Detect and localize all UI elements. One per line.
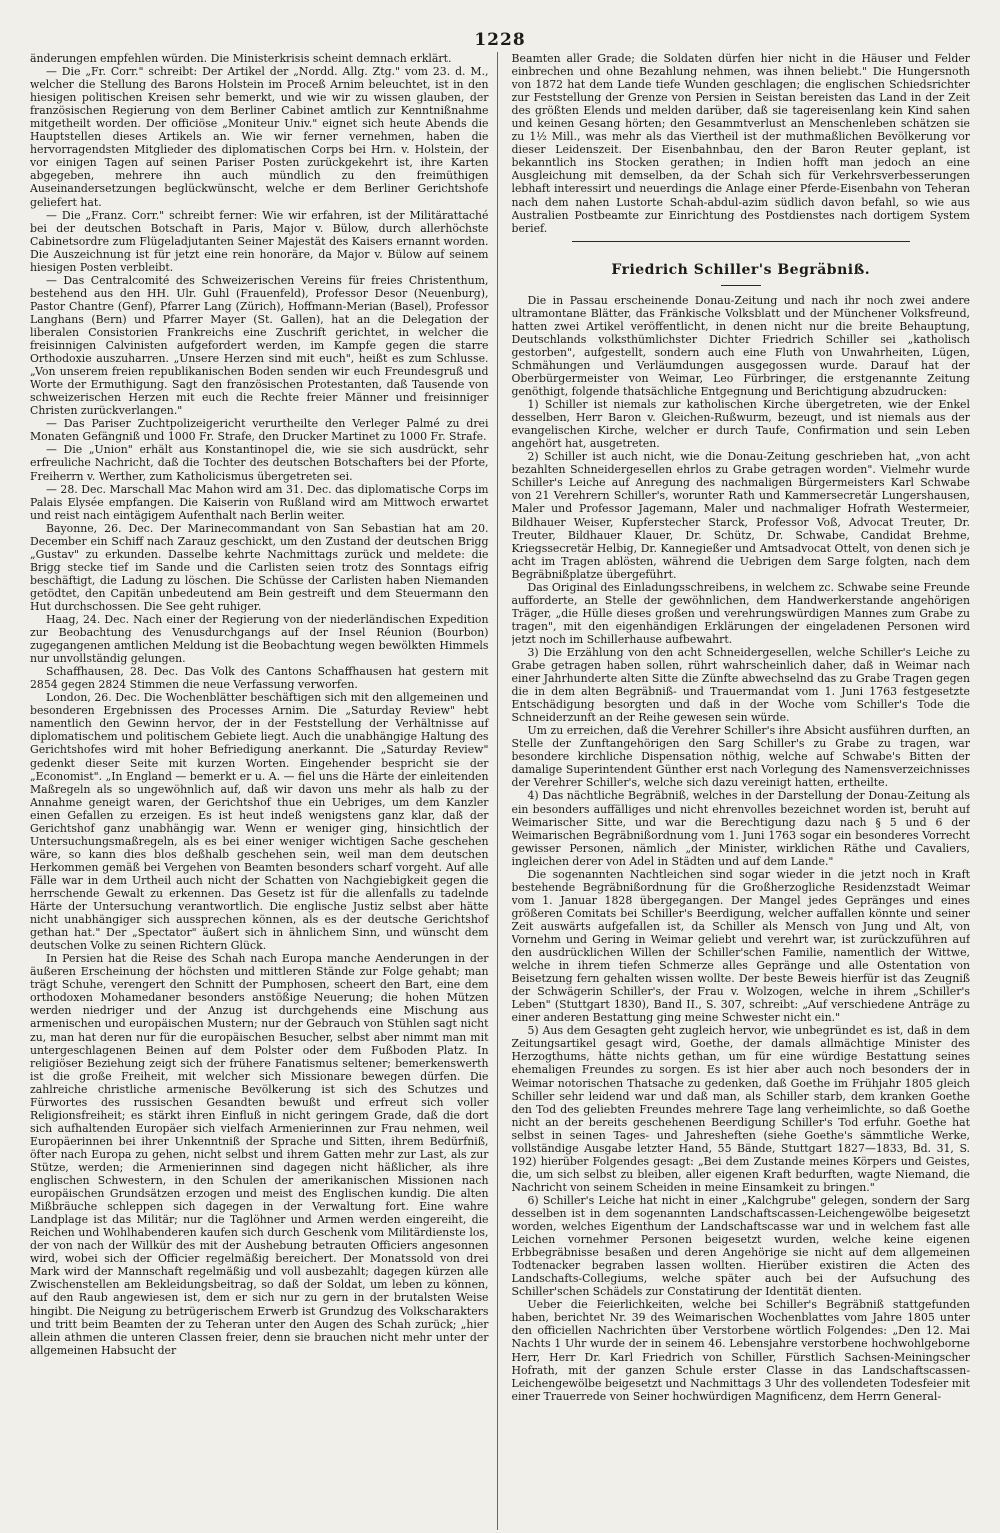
paragraph: Die in Passau erscheinende Donau-Zeitung und nach ihr noch zwei andere ultramontane Blätter, das Fränkische Volksblatt und der Münchener Volksfreund, hatten zwei Artikel veröffentlicht, in denen nicht nur die breite Behauptung, Deutschlands volksthümlichster Dichter Friedrich Schiller sei „katholisch gestorben", aufgestellt, sondern auch eine Fluth von Unwahrheiten, Lügen, Schmähungen und Verläumdungen ausgegossen wurde. Darauf hat der Oberbürgermeister von Weimar, Leo Fürbringer, die erstgenannte Zeitung genöthigt, folgende thatsächliche Entgegnung und Berichtigung abzudrucken: — [511, 293, 970, 399]
paragraph: 2) Schiller ist auch nicht, wie die Donau-Zeitung geschrieben hat, „von acht bezahlten Schneidergesellen ehrlos zu Grabe getragen worden". Vielmehr wurde Schiller's Leiche auf Anregung des nachmaligen Bürgermeisters Karl Schwabe von 21 Verehrern Schiller's, worunter Rath und Kammersecretär Lungershausen, Maler und Professor Jagemann, Maler und nachmaliger Hofrath Westermeier, Bildhauer Weiser, Kupferstecher Starck, Professor Voß, Advocat Treuter, Dr. Treuter, Bildhauer Klauer, Dr. Schütz, Dr. Schwabe, Candidat Brehme, Kriegssecretär Helbig, Dr. Kannegießer und Amtsadvocat Ottelt, von denen sich je acht im Tragen ablösten, während die Uebrigen dem Sarge folgten, nach dem Begräbnißplatze übergeführt. — [511, 450, 970, 581]
paragraph: — 28. Dec. Marschall Mac Mahon wird am 31. Dec. das diplomatische Corps im Palais Elysée empfangen. Die Kaiserin von Rußland wird am Mittwoch erwartet und reist nach eintägigem Aufenthalt nach Berlin weiter. — [30, 482, 489, 522]
heading-divider — [721, 285, 761, 286]
paragraph: 5) Aus dem Gesagten geht zugleich hervor, wie unbegründet es ist, daß in dem Zeitungsartikel gesagt wird, Goethe, der damals allmächtige Minister des Herzogthums, hätte nichts gethan, um für eine würdige Bestattung seines ehemaligen Freundes zu sorgen. Es ist hier aber auch noch besonders der in Weimar notorischen Thatsache zu gedenken, daß Goethe im Frühjahr 1805 gleich Schiller sehr leidend war und daß man, als Schiller starb, dem kranken Goethe den Tod des geliebten Freundes mehrere Tage lang verheimlichte, so daß Goethe nicht an der bereits geschehenen Beerdigung Schiller's Tod erfuhr. Goethe hat selbst in seinen Tages- und Jahresheften (siehe Goethe's sämmtliche Werke, vollständige Ausgabe letzter Hand, 55 Bände, Stuttgart 1827—1833, Bd. 31, S. 192) hierüber Folgendes gesagt: „Bei dem Zustande meines Körpers und Geistes, die, um sich selbst zu bleiben, aller eigenen Kraft bedurften, wagte Niemand, die Nachricht von seinem Scheiden in meine Einsamkeit zu bringen." — [511, 1024, 970, 1194]
paragraph: — Das Centralcomité des Schweizerischen Vereins für freies Christenthum, bestehend aus den HH. Ulr. Guhl (Frauenfeld), Professor Desor (Neuenburg), Pastor Chantre (Genf), Pfarrer Lang (Zürich), Hoffmann-Merian (Basel), Professor Langhans (Bern) und Pfarrer Mayer (St. Gallen), hat an die Delegation der liberalen Consistorien Frankreichs eine Zuschrift gerichtet, in welcher die freisinnigen Calvinisten aufgefordert werden, im Kampfe gegen die starre Orthodoxie auszuharren. „Unsere Herzen sind mit euch", heißt es zum Schlusse. „Von unserem freien republikanischen Boden senden wir euch Freundesgruß und Worte der Ermuthigung. Sagt den französischen Protestanten, daß Tausende von schweizerischen Herzen mit euch die Rechte freier Männer und freisinniger Christen zurückverlangen." — [30, 273, 489, 418]
paragraph: Das Original des Einladungsschreibens, in welchem zc. Schwabe seine Freunde aufforderte, an Stelle der gewöhnlichen, dem Handwerkerstande angehörigen Träger, „die Hülle dieses großen und verehrungswürdigen Mannes zum Grabe zu tragen", mit den eigenhändigen Erklärungen der eingeladenen Personen wird jetzt noch im Schillerhause aufbewahrt. — [511, 580, 970, 646]
persia-continuation — [512, 52, 971, 235]
left-column — [30, 52, 498, 1530]
section-divider — [572, 241, 911, 242]
paragraph: Ueber die Feierlichkeiten, welche bei Schiller's Begräbniß stattgefunden haben, berichtet Nr. 39 des Weimarischen Wochenblattes vom Jahre 1805 unter den officiellen Nachrichten über Verstorbene wörtlich Folgendes: „Den 12. Mai Nachts 1 Uhr wurde der in seinem 46. Lebensjahre verstorbene hochwohlgeborne Herr, Herr Dr. Karl Friedrich von Schiller, Fürstlich Sachsen-Meiningscher Hofrath, mit der ganzen Schule erster Classe in das Landschaftscassen-Leichengewölbe beigesetzt und Nachmittags 3 Uhr des vollendeten Todesfeier mit einer Trauerrede von Seiner hochwürdigen Magnificenz, dem Herrn General- — [511, 1298, 970, 1403]
paragraph: Bayonne, 26. Dec. Der Marinecommandant von San Sebastian hat am 20. December ein Schiff nach Zarauz geschickt, um den Zustand der deutschen Brigg „Gustav" zu erkunden. Dasselbe kehrte Nachmittags zurück und meldete: die Brigg stecke tief im Sande und die Carlisten seien trotz des Sonntags eifrig beschäftigt, die Ladung zu löschen. Die Schüsse der Carlisten haben Niemanden getödtet, den Capitän unbedeutend am Bein gestreift und dem Steuermann den Hut durchschossen. Die See geht ruhiger. — [30, 521, 489, 613]
paragraph: Beamten aller Grade; die Soldaten dürfen hier nicht in die Häuser und Felder einbrechen und ohne Bezahlung nehmen, was ihnen beliebt." Die Hungersnoth von 1872 hat dem Lande tiefe Wunden geschlagen; die englischen Schiedsrichter zur Feststellung der Grenze von Persien in Seistan bereisten das Land in der Zeit des größten Elends und melden darüber, daß sie tagereisenlang kein Kind sahen und keinen Gesang hörten; den Gesammtverlust an Menschenleben schätzen sie zu 1½ Mill., was mehr als das Viertheil ist der muthmaßlichen Bevölkerung vor dieser Leidenszeit. Der Eisenbahnbau, den der Baron Reuter geplant, ist bekanntlich ins Stocken gerathen; in Indien hofft man jedoch an eine Ausgleichung mit demselben, da der Schah sich für Verkehrsverbesserungen lebhaft interessirt und neuerdings die Anlage einer Pferde-Eisenbahn von Teheran nach dem nahen Lustorte Schah-abdul-azim südlich davon befahl, so wie aus Australien Postbeamte zur Einrichtung des Postdienstes nach dortigem System berief. — [511, 52, 970, 235]
paragraph: — Das Pariser Zuchtpolizeigericht verurtheilte den Verleger Palmé zu drei Monaten Gefängniß und 1000 Fr. Strafe, den Drucker Martinet zu 1000 Fr. Strafe. — [30, 417, 489, 444]
article-heading: Friedrich Schiller's Begräbniß. — [611, 261, 871, 278]
columns — [30, 52, 970, 1530]
right-column — [512, 52, 971, 1530]
paragraph: — Die „Franz. Corr." schreibt ferner: Wie wir erfahren, ist der Militärattaché bei der deutschen Botschaft in Paris, Major v. Bülow, durch allerhöchste Cabinetsordre zum Flügeladjutanten Seiner Majestät des Kaisers ernannt worden. Die Auszeichnung ist für jetzt eine rein honoräre, da Major v. Bülow auf seinem hiesigen Posten verbleibt. — [30, 208, 489, 274]
schiller-article — [512, 294, 971, 1403]
paragraph: Um zu erreichen, daß die Verehrer Schiller's ihre Absicht ausführen durften, an Stelle der Zunftangehörigen den Sarg Schiller's zu Grabe zu tragen, war besondere kirchliche Dispensation nöthig, welche auf Schwabe's Bitten der damalige Superintendent Günther erst nach Vorlegung des Namensverzeichnisses der Verehrer Schiller's, welche sich dazu vereinigt hatten, ertheilte. — [511, 724, 970, 790]
page-number: 1228 — [474, 30, 526, 50]
paragraph: — Die „Fr. Corr." schreibt: Der Artikel der „Nordd. Allg. Ztg." vom 23. d. M., welcher die Stellung des Barons Holstein im Proceß Arnim beleuchtet, ist in den hiesigen politischen Kreisen sehr bemerkt, und wie wir zu wissen glauben, der französischen Regierung von dem Berliner Cabinet amtlich zur Kenntnißnahme mitgetheilt worden. Der officiöse „Moniteur Univ." eignet sich heute Abends die Hauptstellen dieses Artikels an. Wie wir ferner vernehmen, haben die hervorragendsten Mitglieder des diplomatischen Corps bei Hrn. v. Holstein, der vor einigen Tagen auf seinen Pariser Posten zurückgekehrt ist, ihre Karten abgegeben, mehrere ihn auch mündlich zu den freimüthigen Auseinandersetzungen beglückwünscht, welche er dem Berliner Gerichtshofe geliefert hat. — [30, 65, 489, 209]
paragraph: 1) Schiller ist niemals zur katholischen Kirche übergetreten, wie der Enkel desselben, Herr Baron v. Gleichen-Rußwurm, bezeugt, und ist niemals aus der evangelischen Kirche, welcher er durch Taufe, Confirmation und sein Leben angehört hat, ausgetreten. — [511, 398, 970, 451]
paragraph: änderungen empfehlen würden. Die Ministerkrisis scheint demnach erklärt. — [30, 52, 452, 65]
paragraph: 6) Schiller's Leiche hat nicht in einer „Kalchgrube" gelegen, sondern der Sarg desselben ist in dem sogenannten Landschaftscassen-Leichengewölbe beigesetzt worden, welches Eigenthum der Landschaftscasse war und in welchem fast alle Leichen vornehmer Personen beigesetzt wurden, welche keine eigenen Erbbegräbnisse besaßen und deren Angehörige sie nicht auf dem allgemeinen Todtenacker begraben lassen wollten. Hierüber existiren die Acten des Landschafts-Collegiums, welche später auch bei der Aufsuchung des Schiller'schen Schädels zur Constatirung der Identität dienten. — [511, 1193, 970, 1299]
paragraph: Die sogenannten Nachtleichen sind sogar wieder in die jetzt noch in Kraft bestehende Begräbnißordnung für die Großherzogliche Residenzstadt Weimar vom 1. Januar 1828 übergegangen. Der Mangel jedes Gepränges und eines größeren Comitats bei Schiller's Beerdigung, welcher auffallen könnte und seiner Zeit auswärts aufgefallen ist, da Schiller als Mensch von Jung und Alt, von Vornehm und Gering in Weimar geliebt und verehrt war, ist zurückzuführen auf den ausdrücklichen Willen der Schiller'schen Familie, namentlich der Wittwe, welche in ihrem tiefen Schmerze alles Gepränge und alle Ostentation von Beisetzung fern gehalten wissen wollte. Der beste Beweis hierfür ist das Zeugniß der Schwägerin Schiller's, der Frau v. Wolzogen, welche in ihrem „Schiller's Leben" (Stuttgart 1830), Band II., S. 307, schreibt: „Auf verschiedene Anträge zu einer anderen Bestattung ging meine Schwester nicht ein." — [511, 867, 970, 1025]
paragraph: Schaffhausen, 28. Dec. Das Volk des Cantons Schaffhausen hat gestern mit 2854 gegen 2824 Stimmen die neue Verfassung verworfen. — [30, 665, 489, 692]
paragraph: 3) Die Erzählung von den acht Schneidergesellen, welche Schiller's Leiche zu Grabe getragen haben sollen, rührt wahrscheinlich daher, daß in Weimar nach einer Jahrhunderte alten Sitte die Zünfte abwechselnd das zu Grabe Tragen gegen die in dem alten Begräbniß- und Trauermandat vom 1. Juni 1763 festgesetzte Entschädigung besorgten und daß in der Woche vom Schiller's Tode die Schneiderzunft an der Reihe gewesen sein würde. — [511, 645, 970, 725]
paragraph: London, 26. Dec. Die Wochenblätter beschäftigen sich mit den allgemeinen und besonderen Ergebnissen des Processes Arnim. Die „Saturday Review" hebt namentlich den Gewinn hervor, der in der Feststellung der Verhältnisse auf diplomatischem und politischem Gebiete liegt. Auch die unabhängige Haltung des Gerichtshofes wird mit hoher Befriedigung anerkannt. Die „Saturday Review" gedenkt dieser Seite mit kurzen Worten. Eingehender bespricht sie der „Economist". „In England — bemerkt er u. A. — fiel uns die Härte der einleitenden Maßregeln als so ungewöhnlich auf, daß wir davon uns mehr als halb zu der Annahme geneigt waren, der Gerichtshof thue ein Uebriges, um dem Kanzler einen Gefallen zu erzeigen. Es ist heut indeß wenigstens ganz klar, daß der Gerichtshof ganz unabhängig war. Wenn er weniger ging, hinsichtlich der Untersuchungsmaßregeln, als es bei einer weniger wichtigen Sache geschehen wäre, so kann dies blos deßhalb geschehen sein, weil man dem deutschen Herkommen gemäß bei Vergehen von Beamten besonders scharf vorgeht. Auf alle Fälle war in dem Urtheil auch nicht der Schatten von Nachgiebigkeit gegen die herrschende Gewalt zu erkennen. Das Gesetz ist für die allenfalls zu tadelnde Härte der Untersuchung verantwortlich. Die englische Justiz selbst aber hätte nicht unabhängiger sich aussprechen können, als es der deutsche Gerichtshof gethan hat." Der „Spectator" äußert sich in ähnlichem Sinn, und wünscht dem deutschen Volke zu seinen Richtern Glück. — [30, 691, 489, 953]
paragraph: In Persien hat die Reise des Schah nach Europa manche Aenderungen in der äußeren Erscheinung der höchsten und mittleren Stände zur Folge gehabt; man trägt Schuhe, verengert den Schnitt der Pumphosen, scheert den Bart, eine dem orthodoxen Mohamedaner besonders anstößige Neuerung; die hohen Mützen werden niedriger und der Anzug ist durchgehends eine Mischung aus armenischen und europäischen Mustern; nur der Gebrauch von Stühlen sagt nicht zu, man hat deren nur für die europäischen Besucher, selbst aber nimmt man mit untergeschlagenen Beinen auf dem Polster oder dem Fußboden Platz. In religiöser Beziehung zeigt sich der frühere Fanatismus seltener; bemerkenswerth ist die große Freiheit, mit welcher sich Missionare bewegen dürfen. Die zahlreiche christliche armenische Bevölkerung ist sich des Schutzes und Fürwortes des russischen Gesandten bewußt und erfreut sich voller Religionsfreiheit; es stärkt ihren Einfluß in nicht geringem Grade, daß die dort sich aufhaltenden Europäer sich vielfach Armenierinnen zur Frau nehmen, weil Europäerinnen bei ihrer Unkenntniß der Sprache und Sitten, ihrem Bedürfniß, öfter nach Europa zu gehen, nicht selbst und ihrem Gatten mehr zur Last, als zur Stütze, werden; die Armenierinnen sind dagegen nicht häßlicher, als ihre englischen Schwestern, in den Schulen der amerikanischen Missionen nach europäischen Grundsätzen erzogen und meist des Englischen kundig. Die alten Mißbräuche schleppen sich dagegen in der Verwaltung fort. Eine wahre Landplage ist das Militär; nur die Taglöhner und Armen werden eingereiht, die Reichen und Wohlhabenderen kaufen sich durch Geschenk vom Militärdienste los, der von nach der Willkür des mit der Aushebung betrauten Officiers angesonnen wird, wobei sich der Officier regelmäßig bereichert. Der Monatssold von drei Mark wird der Mannschaft regelmäßig und voll ausbezahlt; dagegen kürzen alle Zwischenstellen am Bekleidungsbeitrag, so daß der Soldat, um leben zu können, auf den Raub angewiesen ist, dem er sich nur zu gern in der brutalsten Weise hingibt. Die Neigung zu betrügerischem Erwerb ist Grundzug des Volkscharakters und tritt beim Beamten der zu Teheran unter den Augen des Schah zurück; „hier allein athmen die unteren Classen freier, denn sie brauchen nicht mehr unter der allgemeinen Habsucht der — [30, 952, 489, 1357]
paragraph: 4) Das nächtliche Begräbniß, welches in der Darstellung der Donau-Zeitung als ein besonders auffälliges und nicht ehrenvolles bezeichnet worden ist, beruht auf Weimarischer Sitte, und war die Berechtigung dazu nach § 5 und 6 der Weimarischen Begräbnißordnung vom 1. Juni 1763 sogar ein besonderes Vorrecht gewisser Personen, nämlich „der Minister, wirklichen Räthe und Cavaliers, ingleichen derer von Adel in Städten und auf dem Lande." — [511, 789, 970, 868]
paragraph: Haag, 24. Dec. Nach einer der Regierung von der niederländischen Expedition zur Beobachtung des Venusdurchgangs auf der Insel Réunion (Bourbon) zugegangenen amtlichen Meldung ist die Beobachtung wegen bewölkten Himmels nur unvollständig gelungen. — [30, 613, 489, 666]
paragraph: — Die „Union" erhält aus Konstantinopel die, wie sie sich ausdrückt, sehr erfreuliche Nachricht, daß die Tochter des deutschen Botschafters bei der Pforte, Freiherrn v. Werther, zum Katholicismus übergetreten sei. — [30, 443, 489, 483]
